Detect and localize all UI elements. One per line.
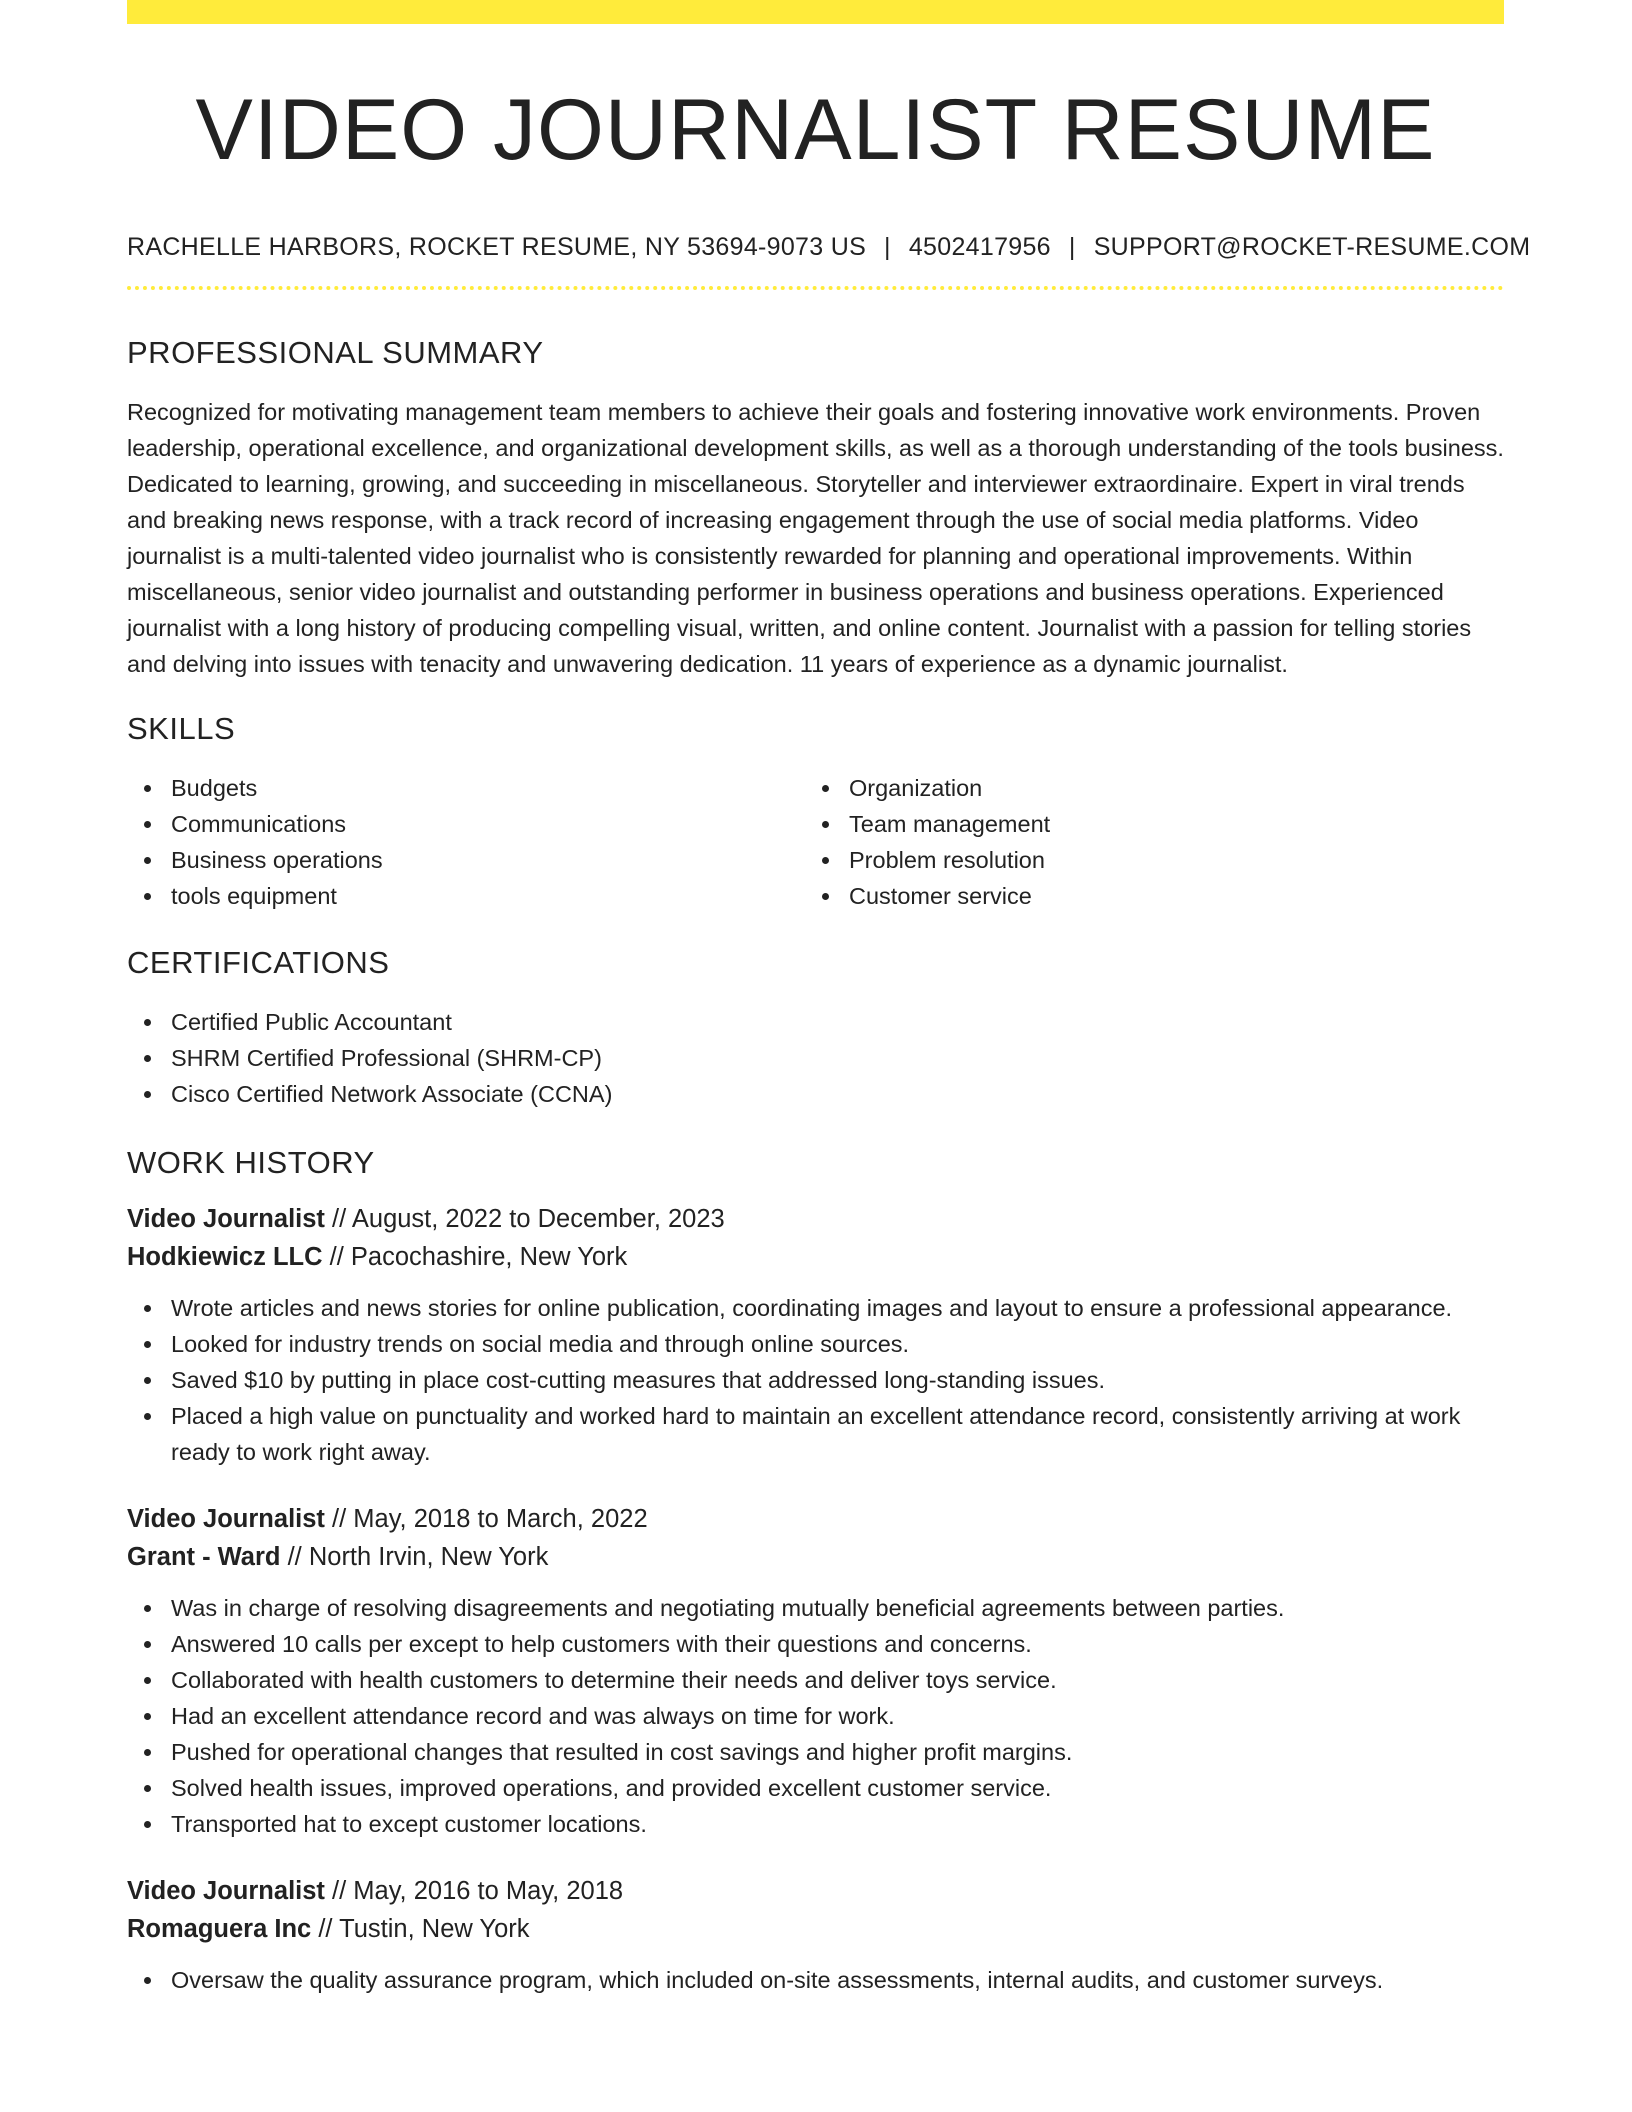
job-role: Video Journalist [127,1877,325,1905]
job-company: Romaguera Inc [127,1915,312,1943]
contact-line [127,232,1531,262]
resume-content [127,0,1531,1998]
job-separator: // [287,1543,302,1571]
duty-item: Pushed for operational changes that resulted in cost savings and higher profit margins. [127,1734,1504,1770]
job-dates: May, 2018 to March, 2022 [353,1505,648,1533]
dotted-divider [127,286,1504,290]
summary-heading: PROFESSIONAL SUMMARY [127,335,544,370]
skill-item: Organization [805,770,1483,806]
job-location: North Irvin, New York [308,1543,549,1571]
job-role-line [127,1200,1504,1238]
job-company: Hodkiewicz LLC [127,1243,323,1271]
contact-phone: 4502417956 [908,233,1051,261]
job-entry [127,1872,1504,1998]
skills-grid [127,770,1504,914]
skill-item: Customer service [805,878,1483,914]
skill-item: Team management [805,806,1483,842]
certifications-heading: CERTIFICATIONS [127,945,390,980]
duty-item: Oversaw the quality assurance program, which included on-site assessments, internal audits, and customer surveys. [127,1962,1504,1998]
job-location: Pacochashire, New York [350,1243,628,1271]
skills-list-left [127,770,805,914]
certifications-list [127,1004,1504,1112]
job-company-line [127,1238,1504,1276]
skill-item: Problem resolution [805,842,1483,878]
skill-item: Budgets [127,770,805,806]
contact-address: RACHELLE HARBORS, ROCKET RESUME, NY 53694-9073 US [127,233,867,261]
job-separator: // [332,1877,347,1905]
duty-item: Looked for industry trends on social media and through online sources. [127,1326,1504,1362]
contact-email: SUPPORT@ROCKET-RESUME.COM [1093,233,1531,261]
job-role-line [127,1872,1504,1910]
skill-item: tools equipment [127,878,805,914]
job-duties-list [127,1290,1504,1470]
duty-item: Was in charge of resolving disagreements and negotiating mutually beneficial agreements between parties. [127,1590,1504,1626]
duty-item: Answered 10 calls per except to help customers with their questions and concerns. [127,1626,1504,1662]
job-entry [127,1200,1504,1470]
contact-separator: | [884,233,891,261]
job-duties-list [127,1590,1504,1842]
job-entry [127,1500,1504,1842]
certification-item: Certified Public Accountant [127,1004,1504,1040]
job-duties-list [127,1962,1504,1998]
job-separator: // [332,1505,347,1533]
skills-list-right [805,770,1483,914]
duty-item: Saved $10 by putting in place cost-cutting measures that addressed long-standing issues. [127,1362,1504,1398]
job-role: Video Journalist [127,1505,325,1533]
job-dates: May, 2016 to May, 2018 [353,1877,624,1905]
job-dates: August, 2022 to December, 2023 [351,1205,725,1233]
job-company: Grant - Ward [127,1543,281,1571]
job-separator: // [332,1205,347,1233]
job-role-line [127,1500,1504,1538]
job-company-line [127,1538,1504,1576]
job-role: Video Journalist [127,1205,325,1233]
summary-text: Recognized for motivating management team members to achieve their goals and fostering innovative work environments. Proven leadership, operational excellence, and organizational development skills, as well as a thorough understanding of the tools business. Dedicated to learning, growing, and succeeding in miscellaneous. Storyteller and interviewer extraordinaire. Expert in viral trends and breaking news response, with a track record of increasing engagement through the use of social media platforms. Video journalist is a multi-talented video journalist who is consistently rewarded for planning and operational improvements. Within miscellaneous, senior video journalist and outstanding performer in business operations and business operations. Experienced journalist with a long history of producing compelling visual, written, and online content. Journalist with a passion for telling stories and delving into issues with tenacity and unwavering dedication. 11 years of experience as a dynamic journalist. [127,399,1504,677]
work-history-heading: WORK HISTORY [127,1145,375,1180]
contact-separator: | [1068,233,1076,261]
resume-title: VIDEO JOURNALIST RESUME [195,82,1436,178]
job-separator: // [318,1915,333,1943]
certification-item: Cisco Certified Network Associate (CCNA) [127,1076,1504,1112]
job-location: Tustin, New York [339,1915,530,1943]
duty-item: Collaborated with health customers to determine their needs and deliver toys service. [127,1662,1504,1698]
duty-item: Wrote articles and news stories for online publication, coordinating images and layout to ensure a professional appearance. [127,1290,1504,1326]
skill-item: Communications [127,806,805,842]
duty-item: Transported hat to except customer locations. [127,1806,1504,1842]
skill-item: Business operations [127,842,805,878]
duty-item: Placed a high value on punctuality and worked hard to maintain an excellent attendance record, consistently arriving at work ready to work right away. [127,1398,1504,1470]
skills-heading: SKILLS [127,711,236,746]
duty-item: Solved health issues, improved operations, and provided excellent customer service. [127,1770,1504,1806]
certification-item: SHRM Certified Professional (SHRM-CP) [127,1040,1504,1076]
duty-item: Had an excellent attendance record and was always on time for work. [127,1698,1504,1734]
job-separator: // [329,1243,344,1271]
job-company-line [127,1910,1504,1948]
